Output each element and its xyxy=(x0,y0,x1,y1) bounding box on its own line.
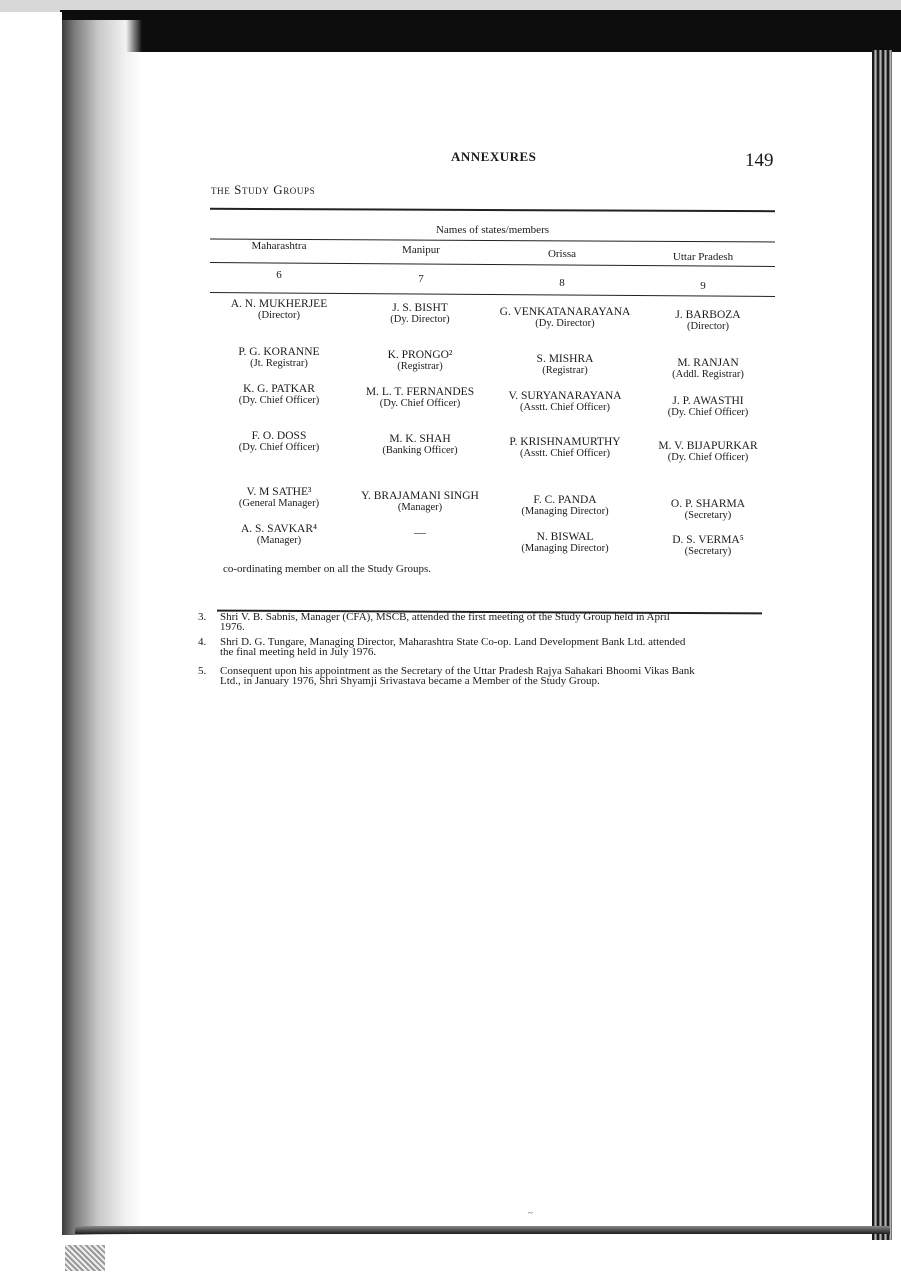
member-role: (Dy. Chief Officer) xyxy=(379,398,461,409)
member-name: J. S. BISHT xyxy=(392,302,448,314)
member-role: (Dy. Director) xyxy=(535,318,595,329)
member-role: (Dy. Chief Officer) xyxy=(667,407,749,418)
member-role: (Registrar) xyxy=(542,365,588,376)
member-role: (Managing Director) xyxy=(521,543,609,554)
member-name: N. BISWAL xyxy=(536,531,594,543)
footnote-line: the final meeting held in July 1976. xyxy=(220,646,377,658)
member-role: (Jt. Registrar) xyxy=(250,358,308,369)
footnote-line: Shri D. G. Tungare, Managing Director, Maharashtra State Co-op. Land Development Bank Ltd. attended xyxy=(220,636,686,648)
member-name: M. RANJAN xyxy=(677,357,739,369)
member-name: Y. BRAJAMANI SINGH xyxy=(361,490,479,502)
member-role: (Managing Director) xyxy=(521,506,609,517)
member-role: (Manager) xyxy=(256,535,302,546)
table-cell xyxy=(623,535,793,557)
member-name: D. S. VERMA⁵ xyxy=(672,534,744,546)
member-name: V. M SATHE³ xyxy=(246,486,312,498)
footnote-line: 1976. xyxy=(220,621,245,633)
table-cell xyxy=(623,441,793,463)
member-role: (Asstt. Chief Officer) xyxy=(520,402,610,413)
empty-cell-dash: — xyxy=(414,525,426,539)
member-name: K. PRONGO² xyxy=(387,349,453,361)
member-role: (Addl. Registrar) xyxy=(672,369,744,380)
running-head: ANNEXURES xyxy=(451,149,537,164)
footnote-number: 4. xyxy=(198,636,207,648)
footnote-number: 5. xyxy=(198,665,207,677)
member-name: F. O. DOSS xyxy=(251,430,307,442)
member-name: J. P. AWASTHI xyxy=(672,395,744,407)
footnote-line: Consequent upon his appointment as the Secretary of the Uttar Pradesh Rajya Sahakari Bhoomi Vikas Bank xyxy=(220,665,695,677)
member-name: G. VENKATANARAYANA xyxy=(499,306,631,318)
member-role: (Registrar) xyxy=(397,361,443,372)
scan-speck: ~ xyxy=(528,1208,533,1218)
member-name: M. V. BIJAPURKAR xyxy=(658,440,758,452)
member-role: (Banking Officer) xyxy=(382,445,458,456)
member-role: (Dy. Chief Officer) xyxy=(667,452,749,463)
column-header-uttar-pradesh: Uttar Pradesh xyxy=(672,251,734,263)
column-number-9: 9 xyxy=(700,280,706,292)
column-number-rule xyxy=(210,292,775,297)
column-header-manipur: Manipur xyxy=(402,244,440,256)
member-role: (Director) xyxy=(687,321,729,332)
member-role: (Manager) xyxy=(397,502,443,513)
column-header-maharashtra: Maharashtra xyxy=(251,240,307,252)
table-cell xyxy=(623,310,793,332)
page-number: 149 xyxy=(745,150,774,171)
member-role: (Dy. Director) xyxy=(390,314,450,325)
footnote-line: Ltd., in January 1976, Shri Shyamji Srivastava became a Member of the Study Group. xyxy=(220,675,600,687)
footnote-line: Shri V. B. Sabnis, Manager (CFA), MSCB, attended the first meeting of the Study Group held in April xyxy=(220,611,670,623)
table-cell xyxy=(623,396,793,418)
member-name: O. P. SHARMA xyxy=(670,498,746,510)
column-number-8: 8 xyxy=(559,277,565,289)
member-name: M. K. SHAH xyxy=(389,433,451,445)
column-number-7: 7 xyxy=(418,273,424,285)
member-name: P. G. KORANNE xyxy=(238,346,320,358)
footnote-text xyxy=(220,666,765,686)
member-role: (Secretary) xyxy=(684,510,732,521)
member-role: (General Manager) xyxy=(238,498,320,509)
member-name: V. SURYANARAYANA xyxy=(508,390,622,402)
member-name: F. C. PANDA xyxy=(533,494,597,506)
table-cell xyxy=(623,499,793,521)
footnote-text xyxy=(220,612,765,632)
footnote-text xyxy=(220,637,765,657)
member-name: K. G. PATKAR xyxy=(243,383,315,395)
table-note: co-ordinating member on all the Study Groups. xyxy=(223,563,432,575)
footnote-number: 3. xyxy=(198,611,207,623)
member-name: A. N. MUKHERJEE xyxy=(230,298,328,310)
table-spanning-header: Names of states/members xyxy=(435,224,550,236)
member-name: P. KRISHNAMURTHY xyxy=(509,436,621,448)
section-title: the Study Groups xyxy=(211,182,316,197)
member-name: A. S. SAVKAR⁴ xyxy=(240,523,317,535)
column-header-orissa: Orissa xyxy=(547,248,577,260)
table-cell xyxy=(623,358,793,380)
member-role: (Dy. Chief Officer) xyxy=(238,442,320,453)
column-number-6: 6 xyxy=(276,269,282,281)
member-name: M. L. T. FERNANDES xyxy=(365,386,475,398)
member-name: J. BARBOZA xyxy=(675,309,741,321)
member-role: (Dy. Chief Officer) xyxy=(238,395,320,406)
member-role: (Asstt. Chief Officer) xyxy=(520,448,610,459)
member-name: S. MISHRA xyxy=(536,353,594,365)
member-role: (Secretary) xyxy=(684,546,732,557)
member-role: (Director) xyxy=(258,310,300,321)
table-top-rule xyxy=(210,208,775,212)
